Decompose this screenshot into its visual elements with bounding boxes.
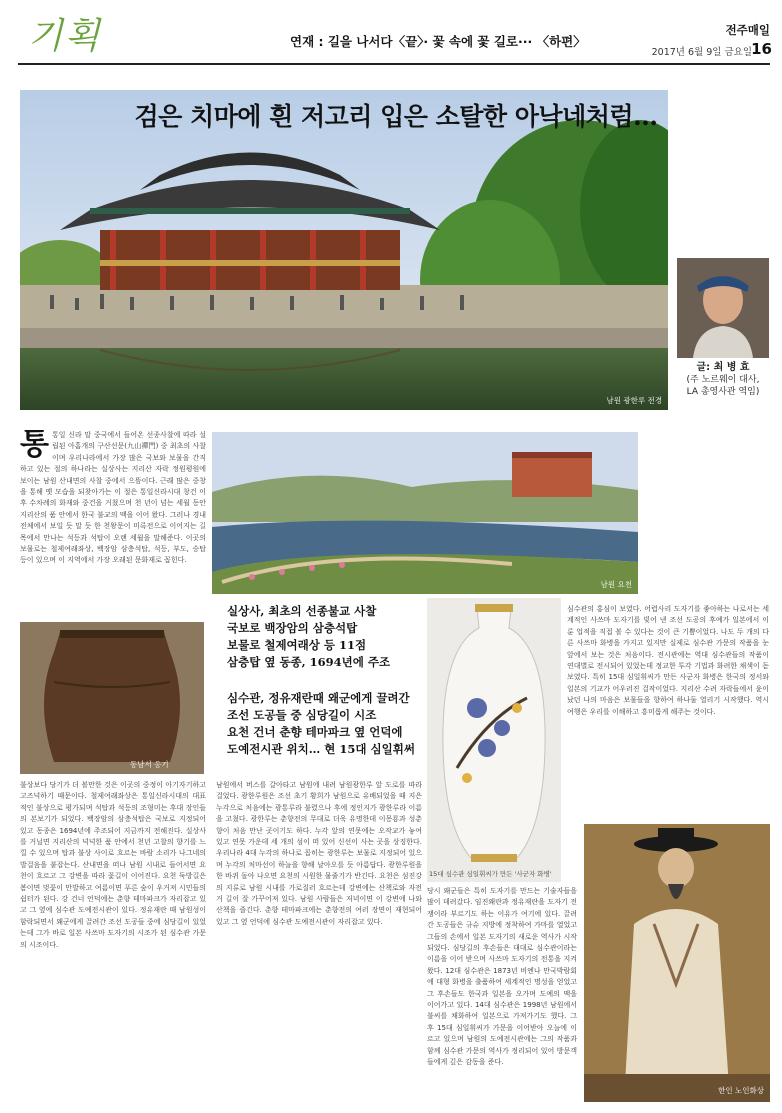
pullquote-2-line: 요천 건너 춘향 테마파크 옆 언덕에 [227, 725, 403, 739]
river-illustration [212, 432, 638, 594]
author-name: 글: 최 병 효 [696, 362, 750, 373]
pot-photo-caption: 동남서 옹기 [130, 760, 169, 769]
author-bio-line1: (주 노르웨이 대사, [686, 375, 760, 385]
article-column-1 [20, 430, 206, 616]
pullquote-1 [227, 603, 427, 671]
author-portrait [677, 258, 769, 358]
main-photo-caption: 남원 광한루 전경 [606, 396, 662, 405]
newspaper-name: 전주매일 [725, 23, 770, 37]
column-4a-text: 심수관의 홍심이 보였다. 어렵사리 도자기를 좋아하는 나로서는 세계적인 사쓰마 도자기를 빚어 낸 조선 도공의 후예가 일본에서 이룬 업적을 직접 볼 수 있다는 것이 큰 기쁨이었다. 나도 두 개의 다른 사쓰마 화병을 가지고 있지만 실제로 심수관 가문의 작품을 눈앞에서 보는 것은 처음이다. 전시관에는 역대 심수관들의 작품이 연대별로 전시되어 있었는데 정교한 투각 기법과 화려한 채색이 돋보였다. 특히 15대 심일휘씨가 만든 사군자 화병은 한국의 정서와 일본의 기교가 어우러진 걸작이었다. 지리산 수려 자락들에서 윤이 났던 나의 마음은 보물들을 향하여 하나둘 열리기 시작했다. 역시 여행은 우리를 이해하고 흥미롭게 해주는 것이다. [567, 605, 769, 716]
article-column-4a [567, 604, 769, 814]
column-2-text: 불상보다 당기가 더 볼만한 것은 이곳의 중정이 아기자기하고 고즈넉하기 때문이다. 철제여래좌상은 통일신라시대의 대표적인 불상으로 평가되며 석탑과 석등의 조형미는 후대 장인들의 본보기가 되었다. 백장암의 삼층석탑은 국보로 지정되어 있고 동종은 1694년에 주조되어 지금까지 전해진다. 실상사를 거닐면 지리산의 넉넉한 품 안에서 천년 고찰의 향기를 느낄 수 있으며 탑과 불상 사이로 흐르는 바람 소리가 나그네의 발걸음을 붙잡는다. 산내면을 떠나 남원 시내로 들어서면 요천이 흐르고 그 강변을 따라 꽃길이 이어진다. 요천 둑방길은 봄이면 벚꽃이 만발하고 여름이면 푸른 숲이 우거져 시민들의 쉼터가 된다. 강 건너 언덕에는 춘향 테마파크가 자리잡고 있고 그 옆에 심수관 도예전시관이 있다. 정유재란 때 남원성이 함락되면서 왜군에게 끌려간 조선 도공들 중에 심당길이 있었는데 그가 바로 일본 사쓰마 도자기의 시조가 된 심수관 가문의 시조이다. [20, 781, 206, 949]
issue-date: 2017년 6월 9일 금요일 [651, 47, 752, 58]
pullquote-1-line: 삼층탑 옆 동종, 1694년에 주조 [227, 655, 391, 669]
pullquote-1-line: 국보로 백장암의 삼층석탑 [227, 621, 358, 635]
author-photo [677, 258, 769, 358]
vase-photo [427, 598, 561, 882]
article-column-3 [216, 780, 422, 1105]
statue-illustration [584, 824, 770, 1102]
statue-photo-caption: 한인 노인화상 [718, 1086, 764, 1095]
page-number: 16 [751, 40, 772, 58]
section-label: 기획 [28, 16, 102, 57]
article-column-4b [427, 886, 577, 1106]
column-4b-text: 당시 왜군들은 특히 도자기를 만드는 기술자들을 많이 데려갔다. 임진왜란과 정유재란을 도자기 전쟁이라 부르기도 하는 이유가 여기에 있다. 끌려간 도공들은 규슈 지방에 정착하여 가마를 열었고 그들의 손에서 일본 도자기의 새로운 역사가 시작되었다. 심당길의 후손들은 대대로 심수관이라는 이름을 이어 받으며 사쓰마 도자기의 전통을 지켜왔다. 12대 심수관은 1873년 비엔나 만국박람회에 대형 화병을 출품하여 세계적인 명성을 얻었고 그 후손들도 한국과 일본을 오가며 도예의 맥을 이어가고 있다. 14대 심수관은 1998년 남원에서 불씨를 채화하여 일본으로 가져가기도 했다. 그 후 15대 심일휘씨가 가문을 이어받아 오늘에 이르고 있으며 남원의 도예전시관에는 그의 작품과 함께 심수관 가문의 역사가 정리되어 있어 방문객들에게 깊은 감동을 준다. [427, 887, 577, 1067]
pot-illustration [20, 622, 204, 774]
pullquote-2-line: 조선 도공들 중 심당길이 시조 [227, 708, 377, 722]
pavilion-illustration [20, 90, 668, 410]
statue-photo [584, 824, 770, 1102]
pullquote-2-line: 도예전시관 위치… 현 15대 심일휘써 [227, 742, 415, 756]
column-1-text: 통일 신라 말 중국에서 들어온 선종사찰에 따라 설립된 아홉개의 구산선문(九山禪門) 중 최초의 사찰이며 우리나라에서 가장 많은 국보와 보물을 간직하고 있는 절의 하나라는 실상사는 지리산 자락 정원평원에 보이는 남원 산내면의 사찰 중에서 으뜸이다. 근래 많은 중창을 통해 옛 모습을 되찾아가는 이 절은 통일신라시대 창건 이후 수차례의 화재와 중건을 거쳤으며 천 년이 넘는 세월 동안 지리산의 품 안에서 한국 불교의 맥을 이어 왔다. 그러나 경내 전체에서 보일 듯 말 듯 한 천왕문이 미륵전으로 이어지는 길목에서 만나는 석등과 석탑이 오랜 세월을 말해준다. 이곳의 보물로는 철제여래좌상, 백장암 삼층석탑, 석등, 부도, 승탑 등이 있으며 이 지역에서 가장 오래된 문화재로 꼽힌다. [20, 431, 206, 565]
header-rule [18, 63, 770, 65]
column-3-text: 남원에서 버스를 갈아타고 남원에 내려 남원광한루 앞 도로를 따라 걸었다. 광한루원은 조선 초기 황희가 남원으로 유배되었을 때 지은 누각으로 처음에는 광통루라 불렸으나 후에 정인지가 광한루라 이름을 고쳤다. 광한루는 춘향전의 무대로 더욱 유명한데 이몽룡과 성춘향이 처음 만난 곳이기도 하다. 누각 앞의 연못에는 오작교가 놓여 있고 연못 가운데 세 개의 섬이 떠 있어 신선이 사는 곳을 상징한다. 우리나라 4대 누각의 하나로 꼽히는 광한루는 보물로 지정되어 있으며 누각의 처마선이 하늘을 향해 날아오를 듯 아름답다. 광한루원을 한 바퀴 돌아 나오면 요천의 시원한 물줄기가 반긴다. 요천은 섬진강의 지류로 남원 시내를 가로질러 흐르는데 강변에는 산책로와 자전거 길이 잘 가꾸어져 있다. 남원 사람들은 저녁이면 이 강변에 나와 산책을 즐긴다. 춘향 테마파크에는 춘향전의 여러 장면이 재현되어 있고 그 옆 언덕에 심수관 도예전시관이 자리잡고 있다. [216, 781, 422, 926]
pullquote-2 [227, 690, 427, 758]
pullquote-2-line: 심수관, 정유재란때 왜군에게 끌려간 [227, 691, 410, 705]
main-photo-gwanghallu [20, 90, 668, 410]
author-bio-line2: LA 총영사관 역임) [686, 387, 760, 397]
author-info [670, 362, 776, 398]
article-column-2 [20, 780, 206, 1105]
headline: 검은 치마에 흰 저고리 입은 소탈한 아낙네처럼… [134, 102, 658, 131]
series-title: 연재 : 길을 나서다〈끝〉· 꽃 속에 꽃 길로··· 〈하편〉 [290, 34, 586, 49]
vase-photo-caption: 15대 심수관 심일휘씨가 만든 '사군자 화병' [429, 870, 552, 878]
pot-photo [20, 622, 204, 774]
pullquote-1-line: 실상사, 최초의 선종불교 사찰 [227, 604, 377, 618]
river-photo-yocheon [212, 432, 638, 594]
dropcap: 통 [20, 430, 49, 462]
pullquote-1-line: 보물로 철제여래상 등 11점 [227, 638, 367, 652]
vase-illustration [427, 598, 561, 882]
river-photo-caption: 남원 요천 [600, 580, 632, 589]
